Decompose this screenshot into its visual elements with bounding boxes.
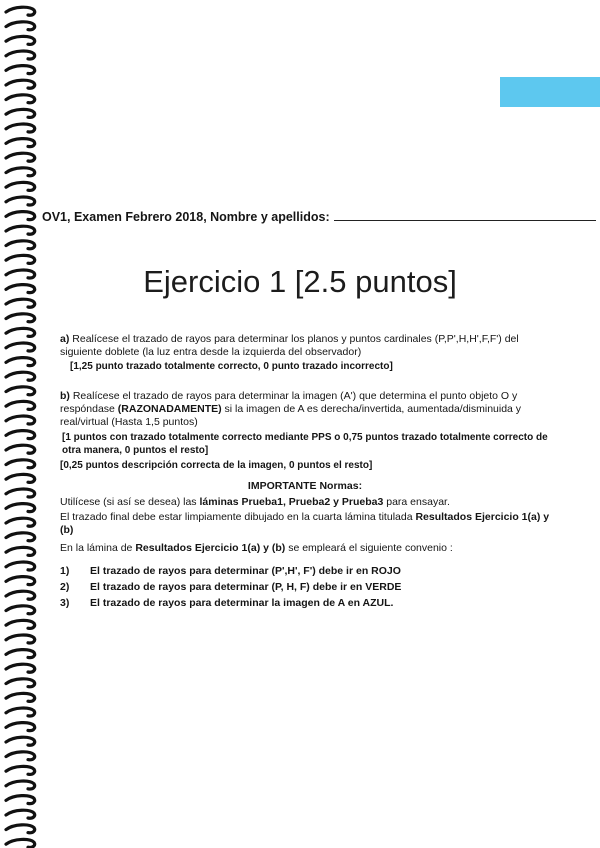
binding-ring [6, 7, 35, 15]
part-b-emphasis: (RAZONADAMENTE) [117, 403, 222, 415]
binding-ring [6, 124, 35, 132]
binding-ring [6, 314, 35, 322]
part-a-score: [1,25 punto trazado totalmente correcto, 0 punto trazado incorrecto] [70, 361, 393, 372]
binding-ring [6, 577, 35, 585]
binding-ring [6, 387, 35, 395]
binding-ring [6, 460, 35, 468]
convention-num: 1) [60, 565, 70, 577]
binding-ring [6, 431, 35, 439]
name-line[interactable] [334, 220, 596, 221]
binding-ring [6, 66, 35, 74]
binding-ring [6, 518, 35, 526]
part-b-text-1: Realícese el trazado de rayos para determinar la imagen (A') que determina el punto objeto O y respóndase [60, 390, 518, 415]
convention-item [60, 581, 401, 593]
binding-ring [6, 504, 35, 512]
binding-ring [6, 796, 35, 804]
binding-ring [6, 358, 35, 366]
binding-ring [6, 679, 35, 687]
important-heading: IMPORTANTE Normas: [247, 480, 363, 492]
binding-ring [6, 562, 35, 570]
convention-num: 2) [60, 581, 70, 593]
part-b-marker: b) [60, 390, 70, 402]
spiral-binding [0, 0, 46, 848]
binding-ring [6, 153, 35, 161]
rule-2 [60, 511, 550, 537]
binding-ring [6, 212, 35, 220]
binding-ring [6, 839, 35, 847]
part-b [60, 390, 550, 472]
convention-num: 3) [60, 597, 70, 609]
binding-ring [6, 533, 35, 541]
binding-ring [6, 547, 35, 555]
convention-text: El trazado de rayos para determinar (P, H, F) debe ir en VERDE [90, 581, 402, 593]
binding-ring [6, 693, 35, 701]
binding-ring [6, 299, 35, 307]
binding-ring [6, 343, 35, 351]
important-rules [60, 496, 550, 555]
convention-item [60, 597, 393, 609]
binding-ring [6, 810, 35, 818]
binding-ring [6, 95, 35, 103]
binding-ring [6, 226, 35, 234]
binding-ring [6, 445, 35, 453]
binding-ring [6, 51, 35, 59]
exam-header [42, 210, 598, 224]
binding-ring [6, 168, 35, 176]
binding-ring [6, 708, 35, 716]
binding-ring [6, 109, 35, 117]
binding-ring [6, 752, 35, 760]
binding-ring [6, 22, 35, 30]
binding-ring [6, 36, 35, 44]
exercise-title: Ejercicio 1 [2.5 puntos] [143, 264, 457, 299]
convention-text: El trazado de rayos para determinar la imagen de A en AZUL. [90, 597, 394, 609]
rule-3-text: En la lámina de [60, 542, 133, 554]
binding-ring [6, 241, 35, 249]
rule-2-bold: Resultados Ejercicio 1(a) y (b) [60, 511, 550, 536]
part-b-score-2: [0,25 puntos descripción correcta de la imagen, 0 puntos el resto] [60, 460, 373, 471]
binding-ring [6, 255, 35, 263]
binding-ring [6, 372, 35, 380]
color-tab [500, 77, 600, 107]
part-b-text-2: si la imagen de A es derecha/invertida, aumentada/disminuida y real/virtual (Hasta 1,5 puntos) [60, 403, 522, 428]
binding-ring [6, 650, 35, 658]
binding-ring [6, 635, 35, 643]
binding-ring [6, 737, 35, 745]
rule-1-end: para ensayar. [386, 496, 450, 508]
binding-ring [6, 489, 35, 497]
binding-ring [6, 328, 35, 336]
binding-ring [6, 182, 35, 190]
binding-ring [6, 474, 35, 482]
rule-1-text: Utilícese (si así se desea) las [60, 496, 197, 508]
rule-2-text: El trazado final debe estar limpiamente dibujado en la cuarta lámina titulada [60, 511, 413, 523]
binding-ring [6, 416, 35, 424]
rule-3-end: se empleará el siguiente convenio : [288, 542, 453, 554]
rule-3-bold: Resultados Ejercicio 1(a) y (b) [135, 542, 286, 554]
binding-ring [6, 80, 35, 88]
header-text: OV1, Examen Febrero 2018, Nombre y apellidos: [42, 210, 330, 224]
rule-1 [60, 496, 550, 509]
part-a-text: Realícese el trazado de rayos para determinar los planos y puntos cardinales (P,P',H,H',F,F') del siguiente doblete (la luz entra desde la izquierda del observador) [60, 333, 519, 358]
part-b-score-1: [1 puntos con trazado totalmente correcto mediante PPS o 0,75 puntos trazado totalmente correcto de otra manera, 0 puntos el resto] [62, 432, 548, 456]
rule-1-bold: láminas Prueba1, Prueba2 y Prueba3 [199, 496, 384, 508]
binding-ring [6, 591, 35, 599]
binding-ring [6, 606, 35, 614]
binding-ring [6, 766, 35, 774]
binding-ring [6, 620, 35, 628]
binding-ring [6, 781, 35, 789]
binding-ring [6, 139, 35, 147]
convention-text: El trazado de rayos para determinar (P',H', F') debe ir en ROJO [90, 565, 401, 577]
binding-ring [6, 197, 35, 205]
binding-ring [6, 723, 35, 731]
binding-ring [6, 664, 35, 672]
part-a-marker: a) [60, 333, 70, 345]
binding-ring [6, 825, 35, 833]
binding-ring [6, 401, 35, 409]
part-a [60, 333, 550, 373]
convention-item [60, 565, 401, 577]
rule-3 [60, 542, 550, 555]
